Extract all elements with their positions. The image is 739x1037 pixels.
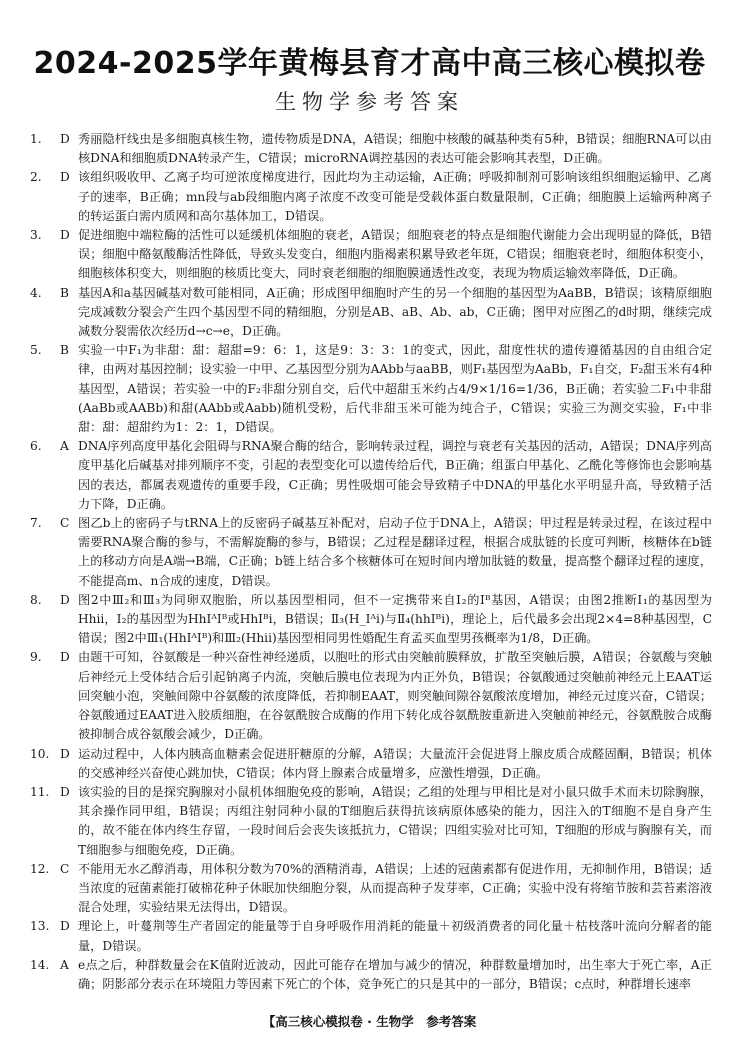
item-answer: C: [60, 861, 70, 876]
item-explanation: 图乙b上的密码子与tRNA上的反密码子碱基互补配对，启动子位于DNA上，A错误；甲过程是转录过程，在该过程中需要RNA聚合酶的参与，不需解旋酶的参与，B错误；乙过程是翻译过程，根据合成肽链的长度可判断，核糖体在b链上的移动方向是A端→B端，C正确；b链上结合多个核糖体可在短时间内增加肽链的数量，提高整个翻译过程的速度，不能提高m、n合成的速度，D错误。: [78, 516, 712, 588]
item-answer: D: [60, 132, 70, 146]
answer-item-14: [30, 956, 712, 994]
page-subtitle: 生物学参考答案: [275, 90, 464, 114]
answer-item-8: [30, 591, 712, 649]
answer-item-10: [30, 745, 712, 783]
item-explanation: 图2中Ⅲ₂和Ⅲ₃为同卵双胞胎，所以基因型相同，但不一定携带来自Ⅰ₂的Iᴮ基因，A错误；由图2推断Ⅰ₁的基因型为Hhii，Ⅰ₂的基因型为HhIᴬIᴮ或HhIᴮi，B错误；Ⅱ₃(H_Iᴬi)与Ⅱ₄(hhIᴮi)，理论上，后代最多会出现2×4=8种基因型，C错误；图2中Ⅲ₁(HhIᴬIᴮ)和Ⅲ₂(Hhii)基因型相同男性婚配生育孟买血型男孩概率为1/8，D正确。: [78, 592, 712, 646]
item-answer: D: [60, 170, 70, 185]
item-explanation: 该实验的目的是探究胸腺对小鼠机体细胞免疫的影响，A错误；乙组的处理与甲相比是对小鼠只做手术而未切除胸腺，其余操作同甲组，B错误；丙组注射同种小鼠的T细胞后获得抗该病原体感染的能力，因注入的T细胞不是自身产生的，故不能在体内终生存留，一段时间后会丧失该抵抗力，C错误；四组实验对比可知，T细胞的形成与胸腺有关，而T细胞参与细胞免疫，D正确。: [78, 784, 712, 857]
item-number: 1.: [30, 132, 42, 146]
item-number: 13.: [30, 919, 50, 934]
answer-item-11: [30, 783, 712, 860]
item-answer: D: [60, 919, 70, 934]
page-footer: 【高三核心模拟卷 · 生物学 参考答案: [262, 1014, 477, 1029]
item-number: 4.: [30, 285, 42, 300]
item-number: 10.: [30, 746, 50, 761]
item-explanation: 理论上，叶蔓荆等生产者固定的能量等于自身呼吸作用消耗的能量＋初级消费者的同化量＋枯枝落叶流向分解者的能量，D错误。: [78, 919, 712, 953]
item-explanation: 基因A和a基因碱基对数可能相同，A正确；形成图甲细胞时产生的另一个细胞的基因型为AaBB，B错误；该精原细胞完成减数分裂会产生四个基因型不同的精细胞，分别是AB、aB、Ab、ab，C正确；图甲对应图乙的d时期，继续完成减数分裂需依次经历d→c→e，D正确。: [78, 285, 712, 339]
answer-item-1: [30, 130, 712, 168]
item-answer: A: [60, 439, 69, 454]
item-answer: D: [60, 650, 70, 665]
item-number: 11.: [30, 784, 50, 799]
item-answer: B: [60, 343, 69, 358]
page-title: 2024-2025学年黄梅县育才高中高三核心模拟卷: [33, 46, 706, 81]
item-number: 6.: [30, 439, 42, 454]
answer-list: [30, 130, 712, 994]
item-explanation: 运动过程中，人体内胰高血糖素会促进肝糖原的分解，A错误；大量流汗会促进肾上腺皮质合成醛固酮，B错误；机体的交感神经兴奋使心跳加快，C错误；体内肾上腺素合成量增多，应激性增强，D正确。: [78, 746, 712, 780]
item-explanation: 由题干可知，谷氨酸是一种兴奋性神经递质，以胞吐的形式由突触前膜释放，扩散至突触后膜，A错误；谷氨酸与突触后神经元上受体结合后引起钠离子内流，突触后膜电位表现为内正外负，B错误；谷氨酸通过突触前神经元上EAAT运回突触小泡，突触间隙中谷氨酸的浓度降低，若抑制EAAT，则突触间隙谷氨酸浓度增加，神经元过度兴奋，C错误；谷氨酸通过EAAT进入胶质细胞，在谷氨酰胺合成酶的作用下转化成谷氨酰胺重新进入突触前神经元，谷氨酰胺合成酶被抑制合成谷氨酸会减少，D正确。: [78, 650, 712, 742]
item-answer: A: [60, 957, 69, 972]
item-number: 5.: [30, 343, 42, 358]
item-number: 7.: [30, 516, 42, 531]
answer-item-5: [30, 341, 712, 437]
item-answer: D: [60, 592, 70, 607]
item-answer: D: [60, 746, 70, 761]
answer-item-9: [30, 648, 712, 744]
item-explanation: e点之后，种群数量会在K值附近波动，因此可能存在增加与减少的情况，种群数量增加时，出生率大于死亡率，A正确；阴影部分表示在环境阻力等因素下死亡的个体，竞争死亡的只是其中的一部分，B错误；c点时，种群增长速率: [78, 957, 712, 991]
answer-item-3: [30, 226, 712, 284]
item-answer: D: [60, 784, 70, 799]
item-number: 12.: [30, 861, 50, 876]
item-number: 8.: [30, 592, 42, 607]
item-explanation: 不能用无水乙醇消毒，用体积分数为70%的酒精消毒，A错误；上述的冠菌素都有促进作用，无抑制作用，B错误；适当浓度的冠菌素能打破棉花种子休眠加快细胞分裂，从而提高种子发芽率，C正确；实验中没有将缩节胺和芸苔素溶液混合处理，实验结果无法得出，D错误。: [78, 861, 712, 915]
item-explanation: 该组织吸收甲、乙离子均可逆浓度梯度进行，因此均为主动运输，A正确；呼吸抑制剂可影响该组织细胞运输甲、乙离子的速率，B正确；mn段与ab段细胞内离子浓度不改变可能是受载体蛋白数量限制，C正确；细胞膜上运输两种离子的转运蛋白需内质网和高尔基体加工，D错误。: [78, 170, 712, 223]
item-answer: B: [60, 285, 69, 300]
answer-item-12: [30, 860, 712, 918]
answer-item-7: [30, 514, 712, 591]
answer-item-13: [30, 917, 712, 955]
item-explanation: DNA序列高度甲基化会阻碍与RNA聚合酶的结合，影响转录过程，调控与衰老有关基因的活动，A错误；DNA序列高度甲基化后碱基对排列顺序不变，引起的表型变化可以遗传给后代，B正确；组蛋白甲基化、乙酰化等修饰也会影响基因的表达，都属表观遗传的重要手段，C正确；男性吸烟可能会导致精子中DNA的甲基化水平明显升高，导致精子活力下降，D正确。: [78, 439, 712, 511]
item-explanation: 实验一中F₁为非甜：甜：超甜=9：6：1，这是9：3：3：1的变式，因此，甜度性状的遗传遵循基因的自由组合定律，由两对基因控制；设实验一中甲、乙基因型分别为AAbb与aaBB，则F₁基因型为AaBb，F₁自交，F₂甜玉米有4种基因型，A错误；若实验一中的F₂非甜分别自交，后代中超甜玉米约占4/9×1/16=1/36，B正确；若实验二F₁中非甜(AaBb或AABb)和甜(AAbb或Aabb)随机受粉，后代非甜玉米可能为纯合子，C错误；实验三为测交实验，F₁中非甜：甜：超甜约为1：2：1，D错误。: [78, 343, 712, 435]
item-number: 3.: [30, 228, 42, 243]
answer-item-6: [30, 437, 712, 514]
item-number: 14.: [30, 957, 50, 972]
item-answer: D: [60, 228, 70, 243]
item-answer: C: [60, 516, 70, 531]
item-explanation: 秀丽隐杆线虫是多细胞真核生物，遗传物质是DNA，A错误；细胞中核酸的碱基种类有5种，B错误；细胞RNA可以由核DNA和细胞质DNA转录产生，C错误；microRNA调控基因的表达可能会影响其表型，D正确。: [78, 132, 712, 166]
answer-item-2: [30, 168, 712, 226]
item-number: 9.: [30, 650, 42, 665]
item-number: 2.: [30, 170, 42, 185]
item-explanation: 促进细胞中端粒酶的活性可以延缓机体细胞的衰老，A错误；细胞衰老的特点是细胞代谢能力会出现明显的降低，B错误；细胞中酪氨酸酶活性降低，导致头发变白，细胞内脂褐素积累导致老年斑，C错误；细胞衰老时，细胞体积变小，细胞核体积变大，则细胞的核质比变大，同时衰老细胞的细胞膜通透性改变，表现为物质运输效率降低，D正确。: [78, 228, 712, 281]
answer-item-4: [30, 284, 712, 342]
